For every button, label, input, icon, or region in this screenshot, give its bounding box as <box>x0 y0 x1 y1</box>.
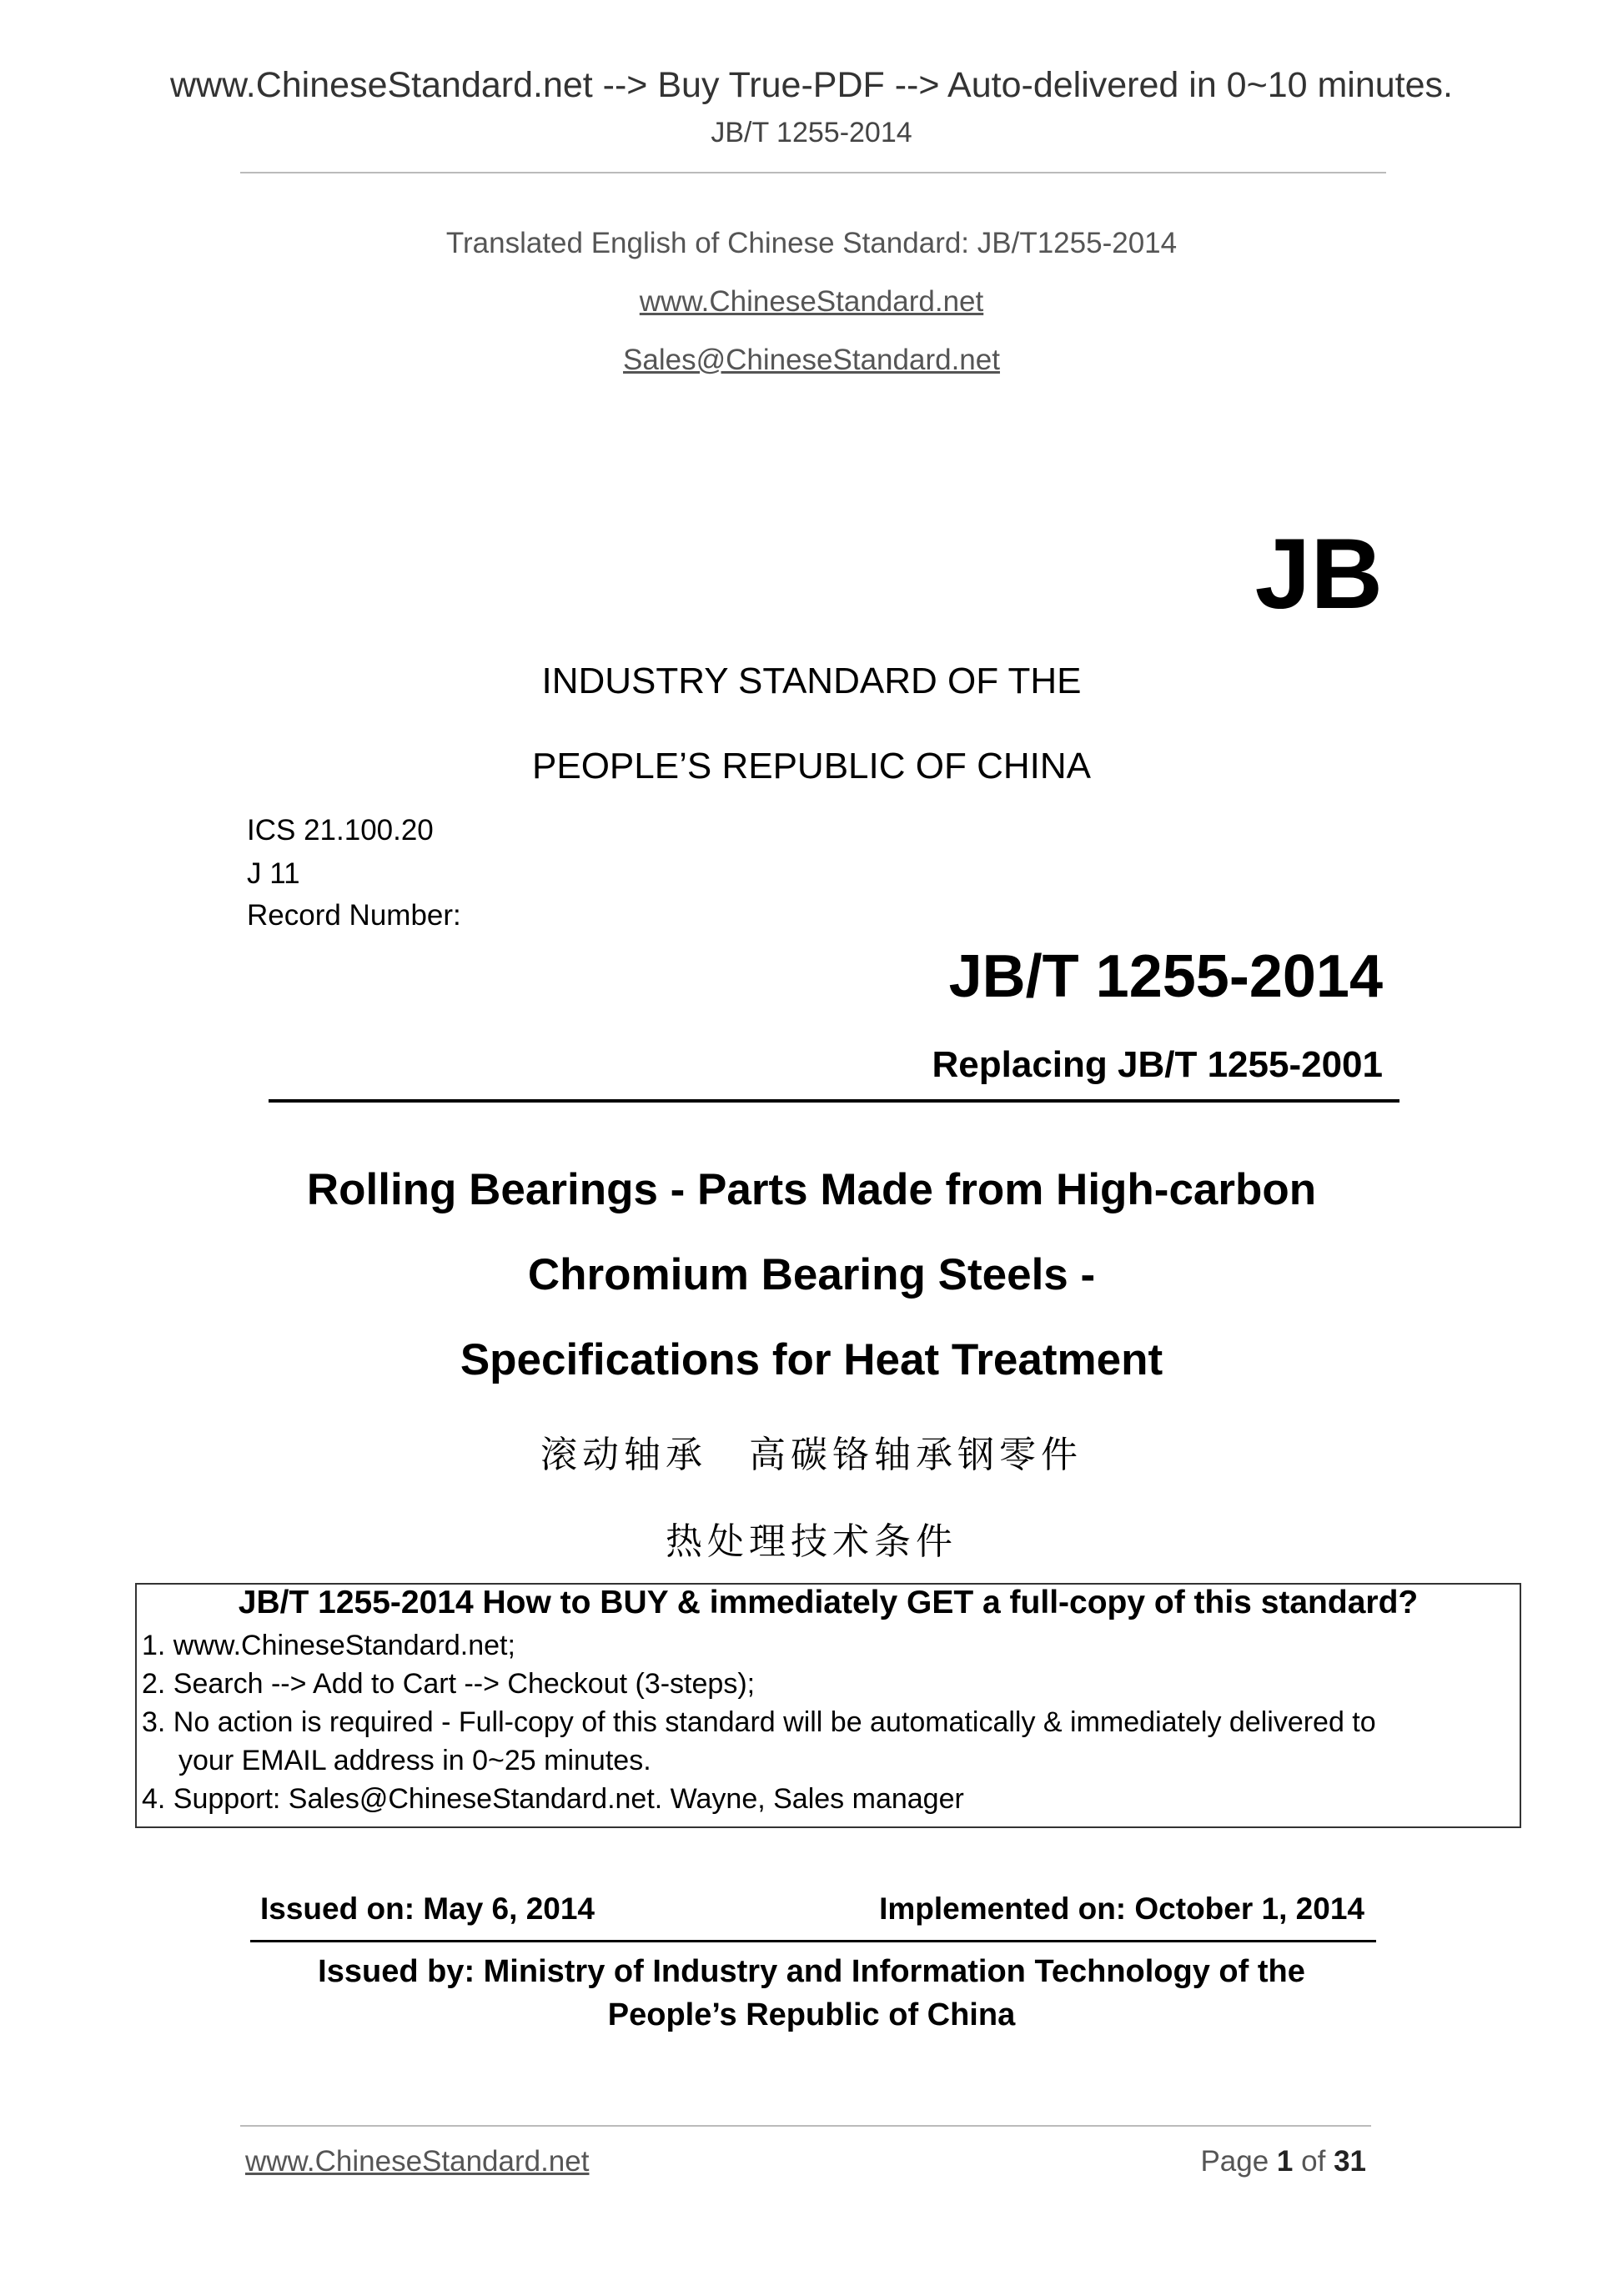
title-line-3: Specifications for Heat Treatment <box>460 1335 1163 1384</box>
page-indicator <box>1200 2145 1366 2178</box>
chinese-title-line-1: 滚动轴承 高碳铬轴承钢零件 <box>540 1434 1083 1476</box>
issued-by <box>0 1950 1623 2037</box>
purchase-box-title: JB/T 1255-2014 How to BUY & immediately GET a full-copy of this standard? <box>238 1585 1419 1620</box>
issuer-line-2: People’s Republic of China <box>607 1997 1016 2032</box>
email-link[interactable]: Sales@ChineseStandard.net <box>623 344 1000 376</box>
issued-on-date: Issued on: May 6, 2014 <box>260 1892 595 1926</box>
page-total: 31 <box>1334 2145 1366 2178</box>
purchase-step-4: 4. Support: Sales@ChineseStandard.net. Wayne, Sales manager <box>142 1783 964 1815</box>
purchase-step-1: 1. www.ChineseStandard.net; <box>142 1630 515 1661</box>
page-current: 1 <box>1276 2145 1294 2178</box>
chinese-title-line-2: 热处理技术条件 <box>666 1520 957 1563</box>
industry-standard-line1: INDUSTRY STANDARD OF THE <box>541 661 1082 701</box>
title-line-1: Rolling Bearings - Parts Made from High-carbon <box>306 1165 1317 1214</box>
footer-site-link[interactable]: www.ChineseStandard.net <box>245 2145 590 2178</box>
standard-number: JB/T 1255-2014 <box>948 943 1383 1010</box>
site-link[interactable]: www.ChineseStandard.net <box>639 285 984 318</box>
replacing-standard: Replacing JB/T 1255-2001 <box>932 1044 1383 1085</box>
implemented-on-date: Implemented on: October 1, 2014 <box>879 1892 1364 1926</box>
page-label: Page <box>1200 2145 1269 2178</box>
industry-standard-line2: PEOPLE’S REPUBLIC OF CHINA <box>532 746 1091 786</box>
title-divider <box>269 1099 1399 1103</box>
footer-divider <box>240 2125 1371 2127</box>
header-divider <box>240 172 1386 173</box>
purchase-step-3-continued: your EMAIL address in 0~25 minutes. <box>178 1745 651 1776</box>
ics-code: ICS 21.100.20 <box>247 814 434 847</box>
classification-code: J 11 <box>247 857 300 890</box>
purchase-step-2: 2. Search --> Add to Cart --> Checkout (3-steps); <box>142 1668 756 1700</box>
translated-notice: Translated English of Chinese Standard: JB/T1255-2014 <box>445 227 1178 259</box>
purchase-step-3: 3. No action is required - Full-copy of this standard will be automatically & immediately delivered to <box>142 1706 1376 1738</box>
header-standard-code: JB/T 1255-2014 <box>711 117 912 148</box>
header-tagline: www.ChineseStandard.net --> Buy True-PDF --> Auto-delivered in 0~10 minutes. <box>169 65 1453 105</box>
jb-mark: JB <box>1254 518 1383 630</box>
issuer-line-1: Issued by: Ministry of Industry and Information Technology of the <box>318 1954 1305 1989</box>
record-number: Record Number: <box>247 899 461 932</box>
purchase-info-box <box>135 1583 1521 1828</box>
title-line-2: Chromium Bearing Steels - <box>527 1250 1096 1299</box>
dates-divider <box>250 1940 1376 1942</box>
page-of: of <box>1301 2145 1326 2178</box>
